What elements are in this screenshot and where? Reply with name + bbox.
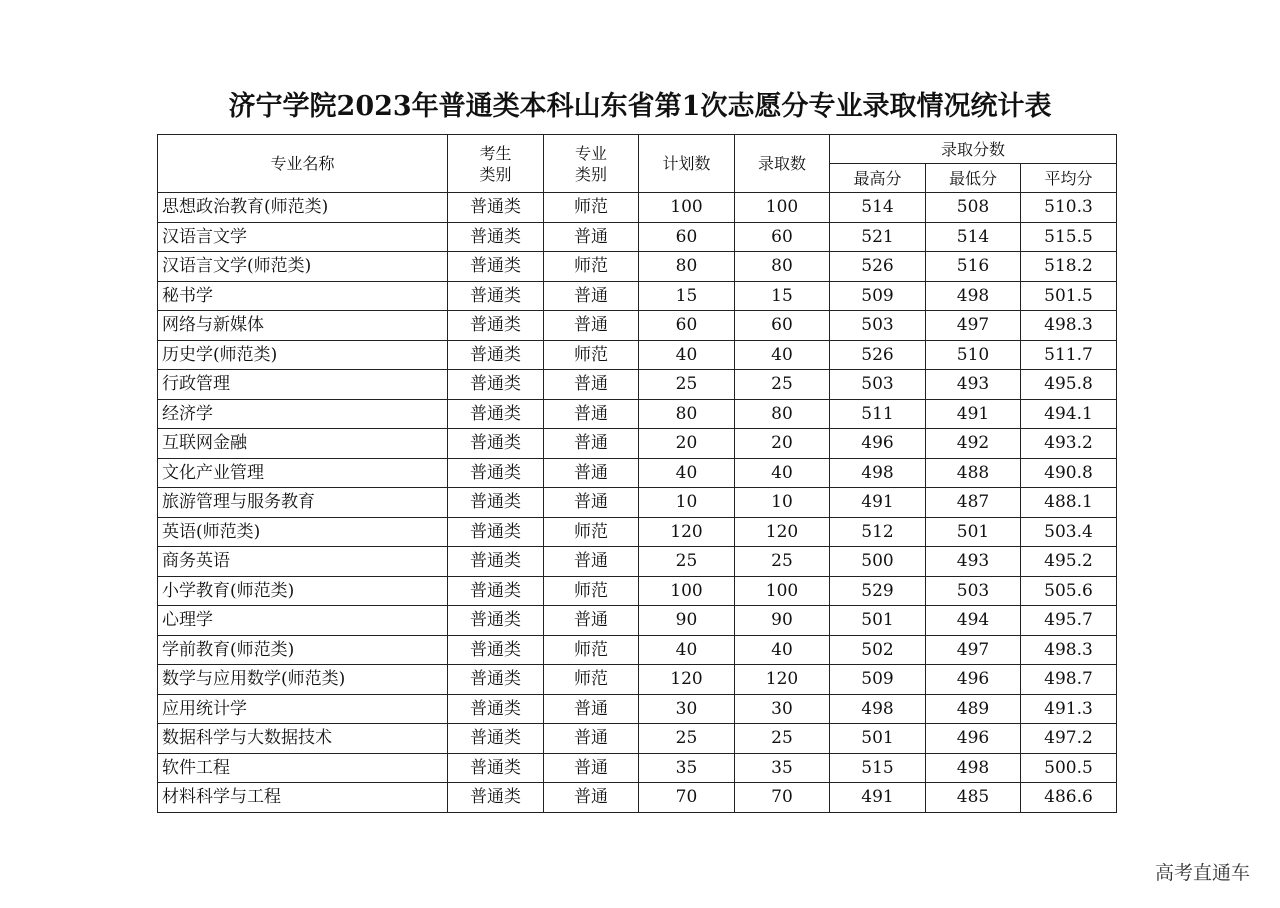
cell-candidate-type: 普通类 xyxy=(448,517,544,547)
cell-major-name: 经济学 xyxy=(158,399,448,429)
cell-major-name: 思想政治教育(师范类) xyxy=(158,193,448,223)
cell-plan: 25 xyxy=(639,547,735,577)
cell-major-name: 网络与新媒体 xyxy=(158,311,448,341)
cell-major-type: 普通 xyxy=(544,606,639,636)
table-row xyxy=(158,488,1117,518)
cell-major-type: 普通 xyxy=(544,488,639,518)
cell-major-name: 英语(师范类) xyxy=(158,517,448,547)
cell-max-score: 491 xyxy=(830,783,926,813)
cell-min-score: 491 xyxy=(926,399,1021,429)
cell-max-score: 514 xyxy=(830,193,926,223)
cell-candidate-type: 普通类 xyxy=(448,399,544,429)
cell-max-score: 498 xyxy=(830,694,926,724)
cell-max-score: 509 xyxy=(830,665,926,695)
cell-candidate-type: 普通类 xyxy=(448,635,544,665)
header-avg-score: 平均分 xyxy=(1021,164,1117,193)
cell-plan: 100 xyxy=(639,576,735,606)
cell-avg-score: 494.1 xyxy=(1021,399,1117,429)
table-row xyxy=(158,399,1117,429)
cell-plan: 15 xyxy=(639,281,735,311)
cell-plan: 80 xyxy=(639,252,735,282)
table-row xyxy=(158,281,1117,311)
cell-candidate-type: 普通类 xyxy=(448,222,544,252)
cell-max-score: 526 xyxy=(830,252,926,282)
cell-candidate-type: 普通类 xyxy=(448,370,544,400)
cell-max-score: 521 xyxy=(830,222,926,252)
cell-max-score: 501 xyxy=(830,724,926,754)
cell-min-score: 498 xyxy=(926,281,1021,311)
cell-major-name: 历史学(师范类) xyxy=(158,340,448,370)
cell-major-type: 普通 xyxy=(544,783,639,813)
cell-major-type: 师范 xyxy=(544,665,639,695)
table-row xyxy=(158,576,1117,606)
cell-major-name: 应用统计学 xyxy=(158,694,448,724)
cell-admitted: 120 xyxy=(735,517,830,547)
cell-avg-score: 505.6 xyxy=(1021,576,1117,606)
cell-plan: 60 xyxy=(639,311,735,341)
cell-avg-score: 501.5 xyxy=(1021,281,1117,311)
table-body xyxy=(158,193,1117,813)
cell-major-name: 文化产业管理 xyxy=(158,458,448,488)
cell-major-name: 数学与应用数学(师范类) xyxy=(158,665,448,695)
cell-avg-score: 488.1 xyxy=(1021,488,1117,518)
header-min-score: 最低分 xyxy=(926,164,1021,193)
cell-max-score: 526 xyxy=(830,340,926,370)
cell-major-name: 互联网金融 xyxy=(158,429,448,459)
cell-admitted: 30 xyxy=(735,694,830,724)
cell-min-score: 485 xyxy=(926,783,1021,813)
cell-candidate-type: 普通类 xyxy=(448,458,544,488)
cell-min-score: 492 xyxy=(926,429,1021,459)
header-score-group: 录取分数 xyxy=(830,135,1117,164)
cell-candidate-type: 普通类 xyxy=(448,694,544,724)
cell-admitted: 60 xyxy=(735,222,830,252)
cell-major-type: 普通 xyxy=(544,281,639,311)
cell-admitted: 60 xyxy=(735,311,830,341)
cell-major-name: 小学教育(师范类) xyxy=(158,576,448,606)
table-row xyxy=(158,370,1117,400)
table-row xyxy=(158,429,1117,459)
cell-major-type: 普通 xyxy=(544,370,639,400)
table-row xyxy=(158,753,1117,783)
table-header xyxy=(158,135,1117,193)
cell-admitted: 100 xyxy=(735,576,830,606)
cell-min-score: 498 xyxy=(926,753,1021,783)
cell-avg-score: 495.7 xyxy=(1021,606,1117,636)
cell-plan: 80 xyxy=(639,399,735,429)
cell-major-type: 师范 xyxy=(544,517,639,547)
cell-min-score: 496 xyxy=(926,665,1021,695)
cell-candidate-type: 普通类 xyxy=(448,340,544,370)
cell-min-score: 508 xyxy=(926,193,1021,223)
cell-avg-score: 518.2 xyxy=(1021,252,1117,282)
cell-avg-score: 498.7 xyxy=(1021,665,1117,695)
cell-admitted: 90 xyxy=(735,606,830,636)
cell-major-name: 材料科学与工程 xyxy=(158,783,448,813)
cell-min-score: 516 xyxy=(926,252,1021,282)
cell-candidate-type: 普通类 xyxy=(448,606,544,636)
cell-min-score: 493 xyxy=(926,370,1021,400)
table-row xyxy=(158,547,1117,577)
cell-avg-score: 491.3 xyxy=(1021,694,1117,724)
cell-admitted: 20 xyxy=(735,429,830,459)
cell-plan: 70 xyxy=(639,783,735,813)
cell-candidate-type: 普通类 xyxy=(448,724,544,754)
cell-max-score: 529 xyxy=(830,576,926,606)
table-row xyxy=(158,252,1117,282)
cell-avg-score: 495.2 xyxy=(1021,547,1117,577)
cell-admitted: 80 xyxy=(735,252,830,282)
cell-max-score: 515 xyxy=(830,753,926,783)
cell-min-score: 493 xyxy=(926,547,1021,577)
table-row xyxy=(158,606,1117,636)
cell-avg-score: 503.4 xyxy=(1021,517,1117,547)
cell-major-type: 师范 xyxy=(544,635,639,665)
cell-major-name: 学前教育(师范类) xyxy=(158,635,448,665)
cell-plan: 60 xyxy=(639,222,735,252)
cell-plan: 120 xyxy=(639,665,735,695)
cell-max-score: 498 xyxy=(830,458,926,488)
cell-admitted: 35 xyxy=(735,753,830,783)
cell-major-name: 心理学 xyxy=(158,606,448,636)
cell-avg-score: 500.5 xyxy=(1021,753,1117,783)
cell-avg-score: 498.3 xyxy=(1021,311,1117,341)
cell-max-score: 503 xyxy=(830,311,926,341)
cell-major-name: 行政管理 xyxy=(158,370,448,400)
cell-avg-score: 497.2 xyxy=(1021,724,1117,754)
cell-admitted: 80 xyxy=(735,399,830,429)
cell-candidate-type: 普通类 xyxy=(448,488,544,518)
cell-major-type: 普通 xyxy=(544,724,639,754)
cell-max-score: 502 xyxy=(830,635,926,665)
table-row xyxy=(158,635,1117,665)
cell-candidate-type: 普通类 xyxy=(448,252,544,282)
cell-plan: 100 xyxy=(639,193,735,223)
cell-max-score: 512 xyxy=(830,517,926,547)
cell-min-score: 497 xyxy=(926,311,1021,341)
cell-major-type: 普通 xyxy=(544,458,639,488)
cell-admitted: 100 xyxy=(735,193,830,223)
cell-max-score: 503 xyxy=(830,370,926,400)
cell-plan: 25 xyxy=(639,724,735,754)
header-admitted: 录取数 xyxy=(735,135,830,193)
cell-max-score: 509 xyxy=(830,281,926,311)
cell-admitted: 40 xyxy=(735,635,830,665)
cell-max-score: 500 xyxy=(830,547,926,577)
cell-min-score: 488 xyxy=(926,458,1021,488)
cell-min-score: 503 xyxy=(926,576,1021,606)
cell-plan: 35 xyxy=(639,753,735,783)
table-row xyxy=(158,340,1117,370)
table-row xyxy=(158,311,1117,341)
cell-major-name: 软件工程 xyxy=(158,753,448,783)
table-row xyxy=(158,783,1117,813)
cell-admitted: 120 xyxy=(735,665,830,695)
cell-candidate-type: 普通类 xyxy=(448,665,544,695)
cell-admitted: 10 xyxy=(735,488,830,518)
cell-major-type: 普通 xyxy=(544,222,639,252)
cell-admitted: 70 xyxy=(735,783,830,813)
cell-major-type: 师范 xyxy=(544,193,639,223)
cell-candidate-type: 普通类 xyxy=(448,281,544,311)
page-title: 济宁学院2023年普通类本科山东省第1次志愿分专业录取情况统计表 xyxy=(228,91,1052,122)
cell-major-type: 普通 xyxy=(544,547,639,577)
header-max-score: 最高分 xyxy=(830,164,926,193)
cell-major-name: 秘书学 xyxy=(158,281,448,311)
cell-min-score: 489 xyxy=(926,694,1021,724)
cell-admitted: 40 xyxy=(735,340,830,370)
cell-major-name: 汉语言文学 xyxy=(158,222,448,252)
watermark: 高考直通车 xyxy=(1154,862,1250,884)
cell-major-type: 普通 xyxy=(544,694,639,724)
cell-avg-score: 511.7 xyxy=(1021,340,1117,370)
header-major-name: 专业名称 xyxy=(158,135,448,193)
header-major-type xyxy=(544,135,639,193)
cell-max-score: 496 xyxy=(830,429,926,459)
cell-candidate-type: 普通类 xyxy=(448,547,544,577)
cell-avg-score: 490.8 xyxy=(1021,458,1117,488)
cell-plan: 40 xyxy=(639,458,735,488)
cell-avg-score: 486.6 xyxy=(1021,783,1117,813)
cell-admitted: 25 xyxy=(735,724,830,754)
cell-min-score: 494 xyxy=(926,606,1021,636)
cell-avg-score: 498.3 xyxy=(1021,635,1117,665)
cell-max-score: 491 xyxy=(830,488,926,518)
table-row xyxy=(158,193,1117,223)
cell-plan: 30 xyxy=(639,694,735,724)
cell-candidate-type: 普通类 xyxy=(448,311,544,341)
table-row xyxy=(158,458,1117,488)
cell-plan: 25 xyxy=(639,370,735,400)
cell-plan: 120 xyxy=(639,517,735,547)
cell-admitted: 15 xyxy=(735,281,830,311)
header-plan: 计划数 xyxy=(639,135,735,193)
cell-admitted: 40 xyxy=(735,458,830,488)
cell-major-type: 普通 xyxy=(544,399,639,429)
cell-avg-score: 515.5 xyxy=(1021,222,1117,252)
table-row xyxy=(158,694,1117,724)
cell-major-name: 旅游管理与服务教育 xyxy=(158,488,448,518)
cell-major-type: 师范 xyxy=(544,576,639,606)
cell-major-type: 普通 xyxy=(544,753,639,783)
cell-admitted: 25 xyxy=(735,547,830,577)
table-row xyxy=(158,665,1117,695)
cell-candidate-type: 普通类 xyxy=(448,193,544,223)
cell-candidate-type: 普通类 xyxy=(448,783,544,813)
cell-min-score: 497 xyxy=(926,635,1021,665)
cell-plan: 40 xyxy=(639,340,735,370)
header-candidate-type xyxy=(448,135,544,193)
table-row xyxy=(158,222,1117,252)
admission-table xyxy=(157,134,1117,813)
cell-max-score: 501 xyxy=(830,606,926,636)
cell-major-type: 师范 xyxy=(544,252,639,282)
cell-plan: 40 xyxy=(639,635,735,665)
table-row xyxy=(158,517,1117,547)
cell-min-score: 510 xyxy=(926,340,1021,370)
cell-candidate-type: 普通类 xyxy=(448,753,544,783)
cell-min-score: 496 xyxy=(926,724,1021,754)
cell-admitted: 25 xyxy=(735,370,830,400)
cell-major-type: 师范 xyxy=(544,340,639,370)
cell-max-score: 511 xyxy=(830,399,926,429)
cell-candidate-type: 普通类 xyxy=(448,429,544,459)
cell-major-name: 商务英语 xyxy=(158,547,448,577)
cell-major-type: 普通 xyxy=(544,429,639,459)
cell-avg-score: 495.8 xyxy=(1021,370,1117,400)
cell-plan: 10 xyxy=(639,488,735,518)
cell-plan: 90 xyxy=(639,606,735,636)
cell-min-score: 487 xyxy=(926,488,1021,518)
cell-candidate-type: 普通类 xyxy=(448,576,544,606)
table-row xyxy=(158,724,1117,754)
cell-major-name: 数据科学与大数据技术 xyxy=(158,724,448,754)
cell-major-name: 汉语言文学(师范类) xyxy=(158,252,448,282)
cell-min-score: 514 xyxy=(926,222,1021,252)
header-major-type-label: 专业 类别 xyxy=(574,143,607,184)
header-candidate-type-label: 考生 类别 xyxy=(479,143,512,184)
cell-avg-score: 510.3 xyxy=(1021,193,1117,223)
cell-major-type: 普通 xyxy=(544,311,639,341)
cell-avg-score: 493.2 xyxy=(1021,429,1117,459)
cell-plan: 20 xyxy=(639,429,735,459)
cell-min-score: 501 xyxy=(926,517,1021,547)
